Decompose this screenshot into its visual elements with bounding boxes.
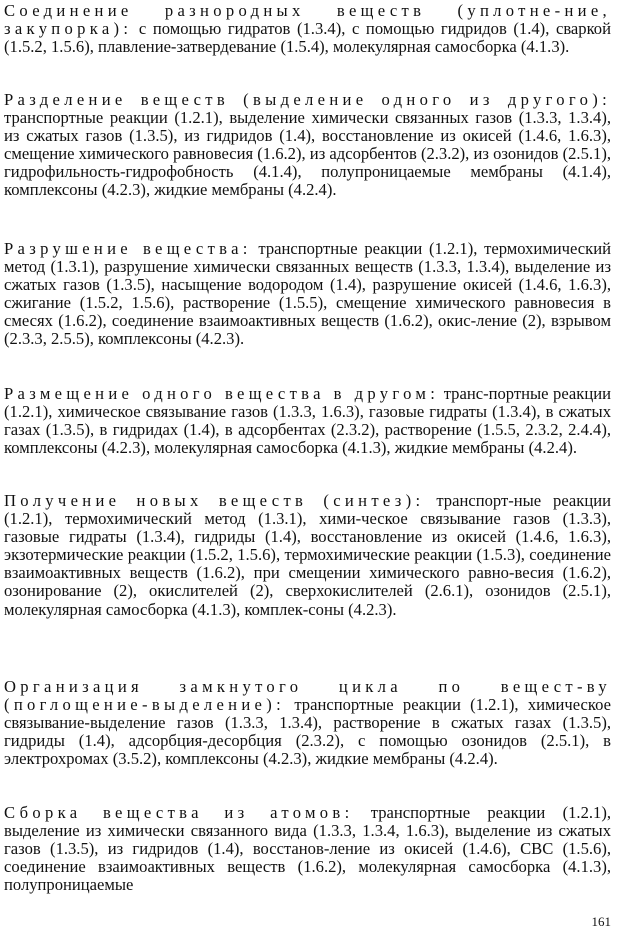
paragraph-synthesis (4, 492, 611, 619)
paragraph-joining-substances (4, 2, 611, 56)
paragraph-closed-cycle (4, 678, 611, 768)
paragraph-heading: Разрушение вещества: (4, 239, 252, 258)
paragraph-heading: Соединение разнородных веществ (уплотне-ние, закупорка): (4, 1, 611, 39)
paragraph-heading: Сборка вещества из атомов: (4, 803, 354, 822)
paragraph-body: транспорт-ные реакции (1.2.1), термохимический метод (1.3.1), хими-ческое связывание газов (1.3.3), газовые гидраты (1.3.4), гидриды (1.4), восстановление из окисей (1.4.6, 1.6.3), экзотермические реакции (1.5.2, 1.5.6), термохимические реакции (1.5.3), соединение взаимоактивных веществ (1.6.2), при смещении химического равно-весия (1.6.2), озонирование (2), окислителей (2), сверхокислителей (2.6.1), озонидов (2.5.1), молекулярная самосборка (4.1.3), комплек-соны (4.2.3). (4, 491, 611, 619)
paragraph-assembly-from-atoms (4, 804, 611, 894)
paragraph-body: транспортные реакции (1.2.1), выделение из химически связанного вида (1.3.3, 1.3.4, 1.6.3), выделение из сжатых газов (1.3.5), из гидридов (1.4), восстанов-ление из окисей (1.4.6), СВС (1.5.6), соединение взаимоактивных веществ (1.6.2), молекулярная самосборка (4.1.3), полупроницаемые (4, 803, 611, 895)
paragraph-heading: Разделение веществ (выделение одного из другого): (4, 90, 611, 109)
paragraph-body: с помощью гидратов (1.3.4), с помощью гидридов (1.4), сваркой (1.5.2, 1.5.6), плавление-затвердевание (1.5.4), молекулярная самосборка (4.1.3). (4, 19, 611, 57)
paragraph-destroying-substance (4, 240, 611, 349)
paragraph-heading: Организация замкнутого цикла по вещест-ву (поглощение-выделение): (4, 677, 611, 715)
paragraph-separating-substances (4, 91, 611, 200)
paragraph-body: транс-портные реакции (1.2.1), химическое связывание газов (1.3.3, 1.6.3), газовые гидраты (1.3.4), в сжатых газах (1.3.5), в гидридах (1.4), в адсорбентах (2.3.2), растворение (1.5.5, 2.3.2, 2.4.4), комплексоны (4.2.3), молекулярная самосборка (4.1.3), жидкие мембраны (4.2.4). (4, 384, 611, 458)
paragraph-heading: Размещение одного вещества в другом: (4, 384, 440, 403)
paragraph-body: транспортные реакции (1.2.1), выделение химически связанных газов (1.3.3, 1.3.4), из сжатых газов (1.3.5), из гидридов (1.4), восстановление из окисей (1.4.6, 1.6.3), смещение химического равновесия (1.6.2), из адсорбентов (2.3.2), из озонидов (2.5.1), гидрофильность-гидрофобность (4.1.4), полупроницаемые мембраны (4.1.4), комплексоны (4.2.3), жидкие мембраны (4.2.4). (4, 108, 611, 200)
paragraph-body: транспортные реакции (1.2.1), термохимический метод (1.3.1), разрушение химически связанных веществ (1.3.3, 1.3.4), выделение из сжатых газов (1.3.5), насыщение водородом (1.4), разрушение окисей (1.4.6, 1.6.3), сжигание (1.5.2, 1.5.6), растворение (1.5.5), смещение химического равновесия в смесях (1.6.2), соединение взаимоактивных веществ (1.6.2), окис-ление (2), взрывом (2.3.3, 2.5.5), комплексоны (4.2.3). (4, 239, 611, 349)
paragraph-body: транспортные реакции (1.2.1), химическое связывание-выделение газов (1.3.3, 1.3.4), растворение в сжатых газах (1.3.5), гидриды (1.4), адсорбция-десорбция (2.3.2), с помощью озонидов (2.5.1), в электрохромах (3.5.2), комплексоны (4.2.3), жидкие мембраны (4.2.4). (4, 695, 611, 769)
paragraph-heading: Получение новых веществ (синтез): (4, 491, 425, 510)
page-number: 161 (591, 914, 611, 929)
paragraph-placing-substance (4, 385, 611, 457)
